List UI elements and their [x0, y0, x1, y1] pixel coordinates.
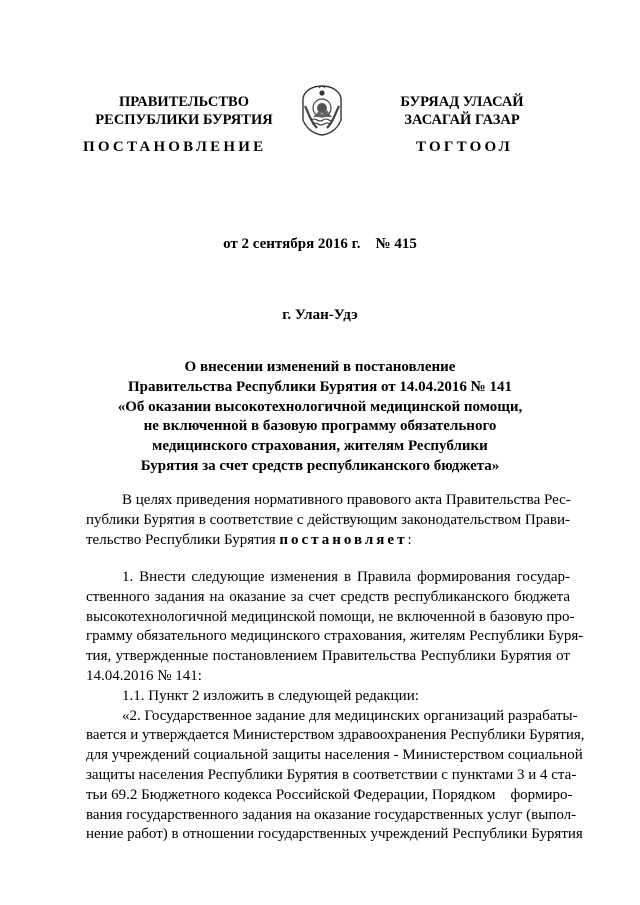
item-1-paragraph [86, 568, 585, 845]
title-line: О внесении изменений в постановление [184, 359, 456, 375]
body-line: высокотехнологичной медицинской помощи, не включенной в базовую про- [86, 608, 575, 625]
resolve-keyword: постановляет [279, 531, 408, 548]
body-line: тьи 69.2 Бюджетного кодекса Российской Федерации, Порядком формиро- [86, 786, 573, 803]
body-line: публики Бурятия в соответствие с действующим законодательством Прави- [86, 511, 570, 528]
city: г. Улан-Удэ [282, 307, 358, 323]
title-line: не включенной в базовую программу обязательного [143, 418, 497, 435]
document-type-ru: ПОСТАНОВЛЕНИЕ [83, 139, 267, 155]
document-type-bua: ТОГТООЛ [416, 139, 513, 155]
issuer-name-ru [86, 93, 282, 129]
body-line: 14.04.2016 № 141: [86, 667, 202, 684]
issuer-name-bua-line-1: БУРЯАД УЛАСАЙ [400, 94, 524, 110]
title-line: Бурятия за счет средств республиканского бюджета» [140, 457, 500, 474]
body-line: грамму обязательного медицинского страхования, жителям Республики Буря- [86, 628, 584, 645]
body-line: вания государственного задания на оказание государственных услуг (выпол- [86, 806, 577, 823]
body-line-suffix: : [407, 531, 412, 548]
coat-of-arms-icon [299, 84, 345, 136]
issuer-name-bua-line-2: ЗАСАГАЙ ГАЗАР [404, 112, 520, 128]
title-line: Правительства Республики Бурятия от 14.04.2016 № 141 [127, 378, 512, 395]
body-line: 1. Внести следующие изменения в Правила формирования государ- [122, 569, 570, 585]
body-line: для учреждений социальной защиты населения - Министерством социальной [86, 747, 583, 764]
issuer-name-ru-line-1: ПРАВИТЕЛЬСТВО [119, 94, 249, 110]
body-line: 1.1. Пункт 2 изложить в следующей редакции: [122, 687, 419, 704]
issuer-name-ru-line-2: РЕСПУБЛИКИ БУРЯТИЯ [95, 112, 273, 128]
body-line [86, 531, 570, 551]
body-line: нение работ) в отношении государственных учреждений Республики Бурятия [86, 826, 583, 843]
document-title [95, 358, 545, 477]
body-line-prefix: тельство Республики Бурятия [86, 531, 280, 548]
body-line: вается и утверждается Министерством здравоохранения Республики Бурятия, [86, 727, 585, 744]
preamble-paragraph [86, 491, 570, 550]
title-line: «Об оказании высокотехнологичной медицинской помощи, [117, 398, 523, 415]
title-line: медицинского страхования, жителям Республики [152, 438, 488, 455]
body-line: ственного задания на оказание за счет средств республиканского бюджета [86, 588, 570, 605]
body-line: «2. Государственное задание для медицинских организаций разрабаты- [122, 707, 578, 724]
date-and-number: от 2 сентября 2016 г. № 415 [223, 236, 417, 252]
body-line: защиты населения Республики Бурятия в соответствии с пунктами 3 и 4 ста- [86, 766, 577, 783]
body-line: тия, утвержденные постановлением Правительства Республики Бурятия от [86, 648, 570, 665]
issuer-name-bua [372, 93, 552, 129]
body-line: В целях приведения нормативного правового акта Правительства Рес- [122, 492, 571, 508]
